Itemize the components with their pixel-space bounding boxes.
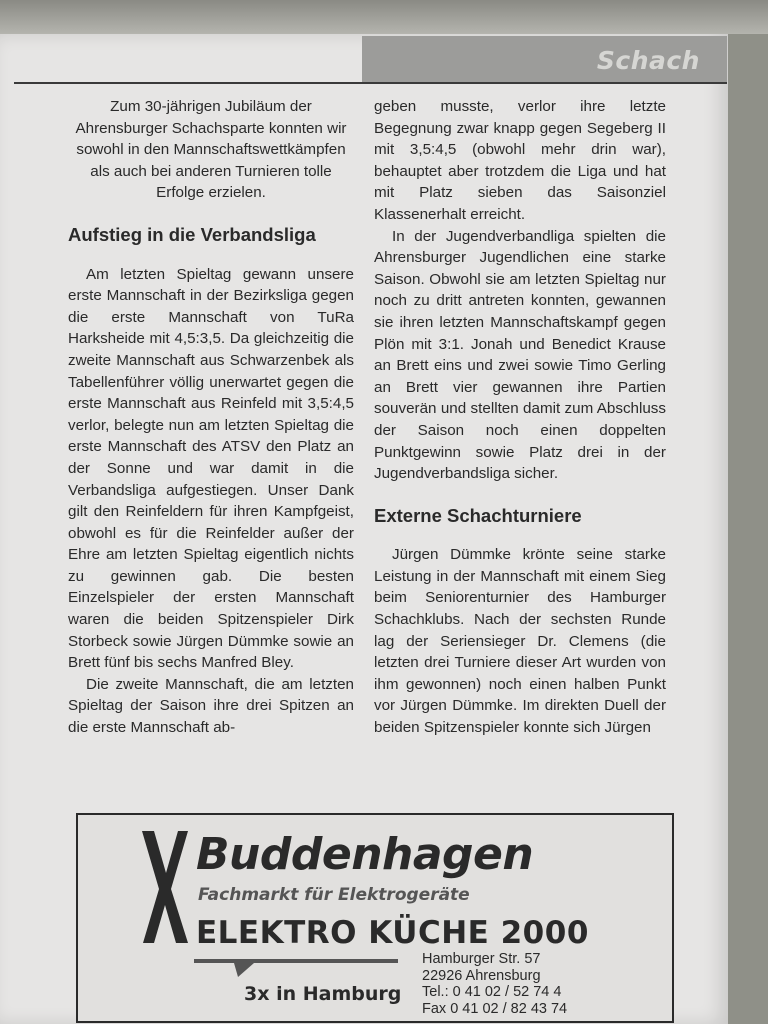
paragraph: Am letzten Spieltag gewann unsere erste Mannschaft in der Bezirksliga gegen die erste Mannschaft von TuRa Harksheide mit 4,5:3,5. Da gleichzeitig die zweite Mannschaft aus Schwarzenbek als Tabellenführer völlig unerwartet gegen die erste Mannschaft aus Reinfeld mit 3,5:4,5 verlor, belegte nun am letzten Spieltag die erste Mannschaft des ATSV den Platz an der Sonne und war damit in die Verbandsliga aufgestiegen. Unser Dank gilt den Reinfeldern für ihren Kampfgeist, obwohl es für die Reinfelder außer der Ehre am letzten Spieltag eigentlich nichts zu gewinnen gab. Die besten Einzelspieler der ersten Mannschaft waren die beiden Spitzenspieler Dirk Storbeck sowie Jürgen Dümmke sowie an Brett fünf bis sechs Manfred Bley. xyxy=(68,265,354,672)
intro-paragraph: Zum 30-jährigen Jubiläum der Ahrensburger Schachsparte konnten wir sowohl in den Mannschaftswettkämpfen als auch bei anderen Turnieren tolle Erfolge erzielen. xyxy=(75,98,347,202)
article-heading: Aufstieg in die Verbandsliga xyxy=(68,223,316,245)
address-line: Hamburger Str. 57 xyxy=(422,951,541,967)
paragraph: geben musste, verlor ihre letzte Begegnung zwar knapp gegen Segeberg II mit 3,5:4,5 (obwohl mehr drin war), behauptet aber trotzdem die Liga und hat mit Platz sieben das Saisonziel Klassenerhalt erreicht. xyxy=(374,98,666,223)
right-column xyxy=(374,96,666,739)
address-line: 22926 Ahrensburg xyxy=(422,967,541,984)
ad-address xyxy=(422,951,567,1017)
paragraph: Jürgen Dümmke krönte seine starke Leistung in der Mannschaft mit einem Sieg beim Seniorenturnier des Hamburger Schachklubs. Nach der sechsten Runde lag der Seriensieger Dr. Clemens (die letzten drei Turniere dieser Art wurden von ihm gewonnen) noch einen halben Punkt vor Jürgen Dümmke. Im direkten Duell der beiden Spitzenspieler konnte sich Jürgen xyxy=(374,546,666,737)
left-column xyxy=(68,96,354,739)
paragraph: Die zweite Mannschaft, die am letzten Spieltag der Saison ihre drei Spitzen an die erste Mannschaft ab- xyxy=(68,675,354,737)
article-heading: Externe Schachturniere xyxy=(374,504,582,526)
ad-product-name: ELEKTRO KÜCHE 2000 xyxy=(196,915,589,951)
advertisement xyxy=(76,813,674,1023)
ad-tagline: Fachmarkt für Elektrogeräte xyxy=(198,885,470,905)
x-logo-icon xyxy=(140,827,190,947)
ad-branches: 3x in Hamburg xyxy=(244,983,402,1005)
arrow-icon xyxy=(194,957,398,979)
ad-brand-name: Buddenhagen xyxy=(196,829,534,880)
fax-line: Fax 0 41 02 / 82 43 74 xyxy=(422,1000,568,1017)
phone-line: Tel.: 0 41 02 / 52 74 4 xyxy=(422,984,562,1000)
background-surface xyxy=(0,0,768,34)
section-title: Schach xyxy=(596,46,700,75)
paragraph: In der Jugendverbandliga spielten die Ahrensburger Jugendlichen eine starke Saison. Obwohl sie am letzten Spieltag nur noch zu dritt antreten konnten, gewannen sie ihren letzten Mannschaftskampf gegen Plön mit 3:1. Jonah und Benedict Krause an Brett eins und zwei sowie Timo Gerling an Brett vier gewannen ihre Partien souverän und stellten damit zum Abschluss der Saison noch einen doppelten Punktgewinn sowie Platz drei in der Jugendverbandsliga sicher. xyxy=(374,227,666,483)
header-rule xyxy=(14,82,727,84)
